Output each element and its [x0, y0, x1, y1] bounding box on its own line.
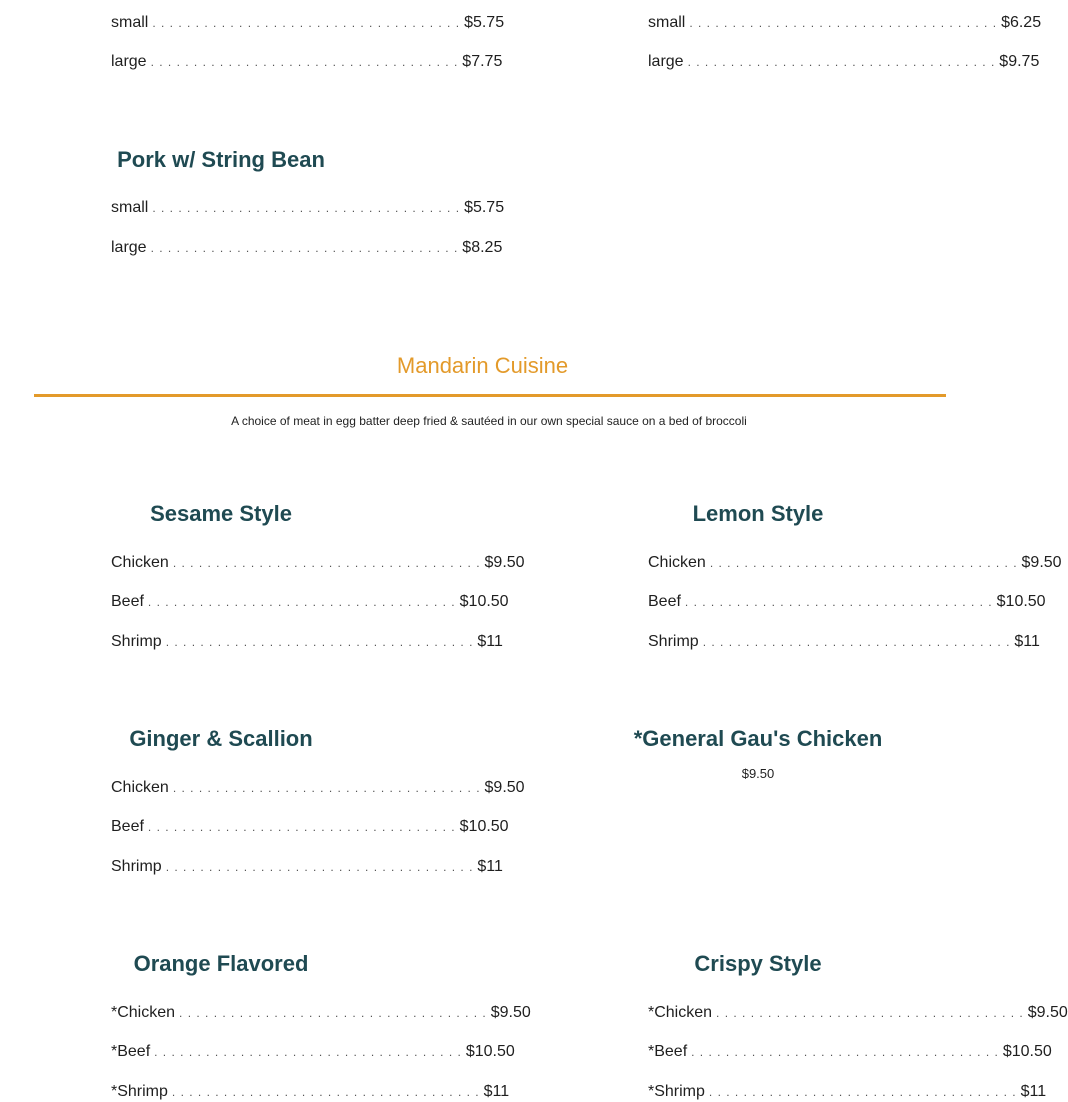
- price-row: large . . . . . . . . . . . . . . . . . . . . . . . . . . . . . . . . . . . . $7.75: [111, 53, 503, 70]
- section-divider: [34, 394, 946, 397]
- price-row: Beef . . . . . . . . . . . . . . . . . . . . . . . . . . . . . . . . . . . . $10.50: [111, 818, 509, 835]
- dish-price: $9.50: [741, 766, 775, 781]
- price-row: Shrimp . . . . . . . . . . . . . . . . . . . . . . . . . . . . . . . . . . . . $11: [648, 633, 1040, 650]
- menu-item-pork-string-bean: [111, 146, 505, 258]
- menu-item-crispy-style: [648, 950, 1068, 1102]
- section-description: A choice of meat in egg batter deep fried & sautéed in our own special sauce on a bed of broccoli: [231, 414, 747, 428]
- price-row: small . . . . . . . . . . . . . . . . . . . . . . . . . . . . . . . . . . . . $6.25: [648, 14, 1042, 31]
- price-row: Shrimp . . . . . . . . . . . . . . . . . . . . . . . . . . . . . . . . . . . . $11: [111, 633, 503, 650]
- price-row: large . . . . . . . . . . . . . . . . . . . . . . . . . . . . . . . . . . . . $8.25: [111, 239, 503, 256]
- price-row: *Beef . . . . . . . . . . . . . . . . . . . . . . . . . . . . . . . . . . . . $10.50: [111, 1043, 515, 1060]
- price-row: *Chicken . . . . . . . . . . . . . . . . . . . . . . . . . . . . . . . . . . . . $9.50: [648, 1004, 1068, 1021]
- dish-title: Lemon Style: [692, 501, 824, 526]
- price-row: Beef . . . . . . . . . . . . . . . . . . . . . . . . . . . . . . . . . . . . $10.50: [111, 593, 509, 610]
- dish-title: *General Gau's Chicken: [633, 726, 883, 751]
- price-row: small . . . . . . . . . . . . . . . . . . . . . . . . . . . . . . . . . . . . $5.75: [111, 14, 505, 31]
- menu-item-sesame-style: [111, 500, 525, 652]
- section-title: Mandarin Cuisine: [396, 353, 569, 378]
- price-row: Beef . . . . . . . . . . . . . . . . . . . . . . . . . . . . . . . . . . . . $10.50: [648, 593, 1046, 610]
- price-row: Shrimp . . . . . . . . . . . . . . . . . . . . . . . . . . . . . . . . . . . . $11: [111, 858, 503, 875]
- price-row: *Shrimp . . . . . . . . . . . . . . . . . . . . . . . . . . . . . . . . . . . . $11: [648, 1083, 1047, 1100]
- price-row: small . . . . . . . . . . . . . . . . . . . . . . . . . . . . . . . . . . . . $5.75: [111, 199, 505, 216]
- price-row: Chicken . . . . . . . . . . . . . . . . . . . . . . . . . . . . . . . . . . . . $9.50: [111, 554, 525, 571]
- dish-title: Sesame Style: [150, 501, 292, 526]
- price-row: *Beef . . . . . . . . . . . . . . . . . . . . . . . . . . . . . . . . . . . . $10.50: [648, 1043, 1052, 1060]
- dish-title: Orange Flavored: [133, 951, 309, 976]
- price-row: Chicken . . . . . . . . . . . . . . . . . . . . . . . . . . . . . . . . . . . . $9.50: [648, 554, 1062, 571]
- menu-item-general-gau-chicken: [628, 725, 888, 783]
- price-row: Chicken . . . . . . . . . . . . . . . . . . . . . . . . . . . . . . . . . . . . $9.50: [111, 779, 525, 796]
- dish-title: Ginger & Scallion: [129, 726, 313, 751]
- dish-title: Pork w/ String Bean: [117, 147, 325, 172]
- menu-item-top-right: [648, 13, 1042, 72]
- menu-item-orange-flavored: [111, 950, 531, 1102]
- menu-item-ginger-scallion: [111, 725, 525, 877]
- price-row: *Shrimp . . . . . . . . . . . . . . . . . . . . . . . . . . . . . . . . . . . . $11: [111, 1083, 510, 1100]
- price-row: *Chicken . . . . . . . . . . . . . . . . . . . . . . . . . . . . . . . . . . . . $9.50: [111, 1004, 531, 1021]
- menu-item-top-left: [111, 13, 505, 72]
- menu-item-lemon-style: [648, 500, 1062, 652]
- price-row: large . . . . . . . . . . . . . . . . . . . . . . . . . . . . . . . . . . . . $9.75: [648, 53, 1040, 70]
- dish-title: Crispy Style: [694, 951, 822, 976]
